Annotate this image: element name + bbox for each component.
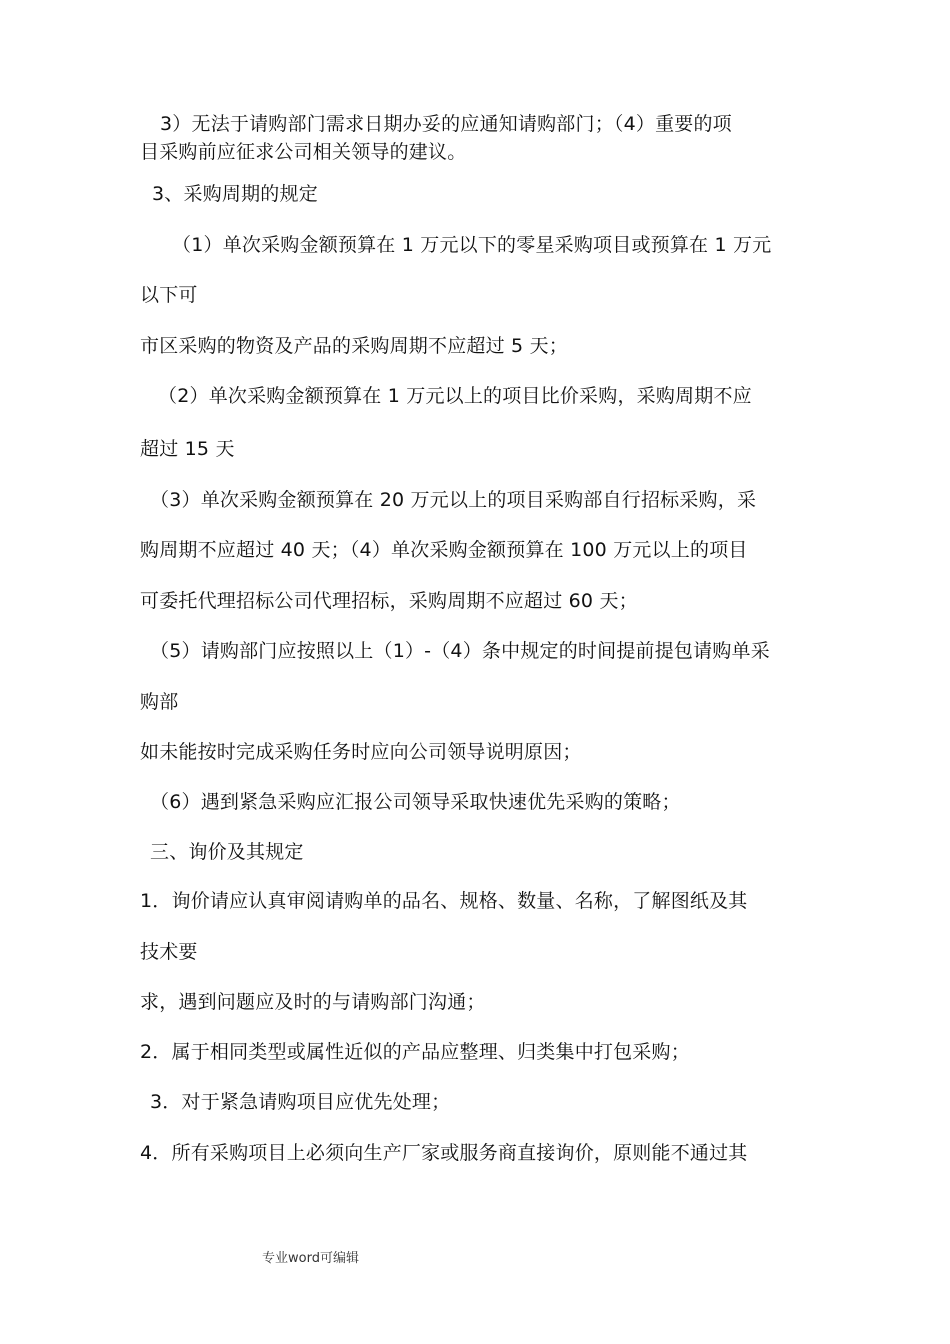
text-line: 2．属于相同类型或属性近似的产品应整理、归类集中打包采购；: [140, 1041, 690, 1063]
text-line: 如未能按时完成采购任务时应向公司领导说明原因；: [140, 741, 582, 763]
text-line: 以下可: [140, 284, 198, 306]
text-line: 可委托代理招标公司代理招标，采购周期不应超过 60 天；: [140, 590, 638, 612]
text-line: 3．对于紧急请购项目应优先处理；: [150, 1091, 451, 1113]
text-line: （5）请购部门应按照以上（1）-（4）条中规定的时间提前提包请购单采: [150, 640, 770, 662]
text-line: （1）单次采购金额预算在 1 万元以下的零星采购项目或预算在 1 万元: [172, 234, 772, 256]
text-line: （3）单次采购金额预算在 20 万元以上的项目采购部自行招标采购，采: [150, 489, 757, 511]
text-line: （6）遇到紧急采购应汇报公司领导采取快速优先采购的策略；: [150, 791, 681, 813]
text-line: 市区采购的物资及产品的采购周期不应超过 5 天；: [140, 335, 568, 357]
text-line: 4．所有采购项目上必须向生产厂家或服务商直接询价，原则能不通过其: [140, 1142, 748, 1164]
text-line: 购周期不应超过 40 天；（4）单次采购金额预算在 100 万元以上的项目: [140, 539, 748, 561]
text-line: 求，遇到问题应及时的与请购部门沟通；: [140, 991, 486, 1013]
text-line: 3）无法于请购部门需求日期办妥的应通知请购部门；（4）重要的项: [160, 113, 732, 135]
section-heading: 3、采购周期的规定: [152, 183, 318, 205]
text-line: 超过 15 天: [140, 438, 235, 460]
text-line: 技术要: [140, 941, 198, 963]
text-line: （2）单次采购金额预算在 1 万元以上的项目比价采购，采购周期不应: [158, 385, 752, 407]
text-line: 1．询价请应认真审阅请购单的品名、规格、数量、名称，了解图纸及其: [140, 890, 748, 912]
page-footer: 专业word可编辑: [262, 1251, 359, 1266]
text-line: 购部: [140, 691, 179, 713]
section-heading: 三、询价及其规定: [150, 841, 304, 863]
text-line: 目采购前应征求公司相关领导的建议。: [140, 141, 467, 163]
